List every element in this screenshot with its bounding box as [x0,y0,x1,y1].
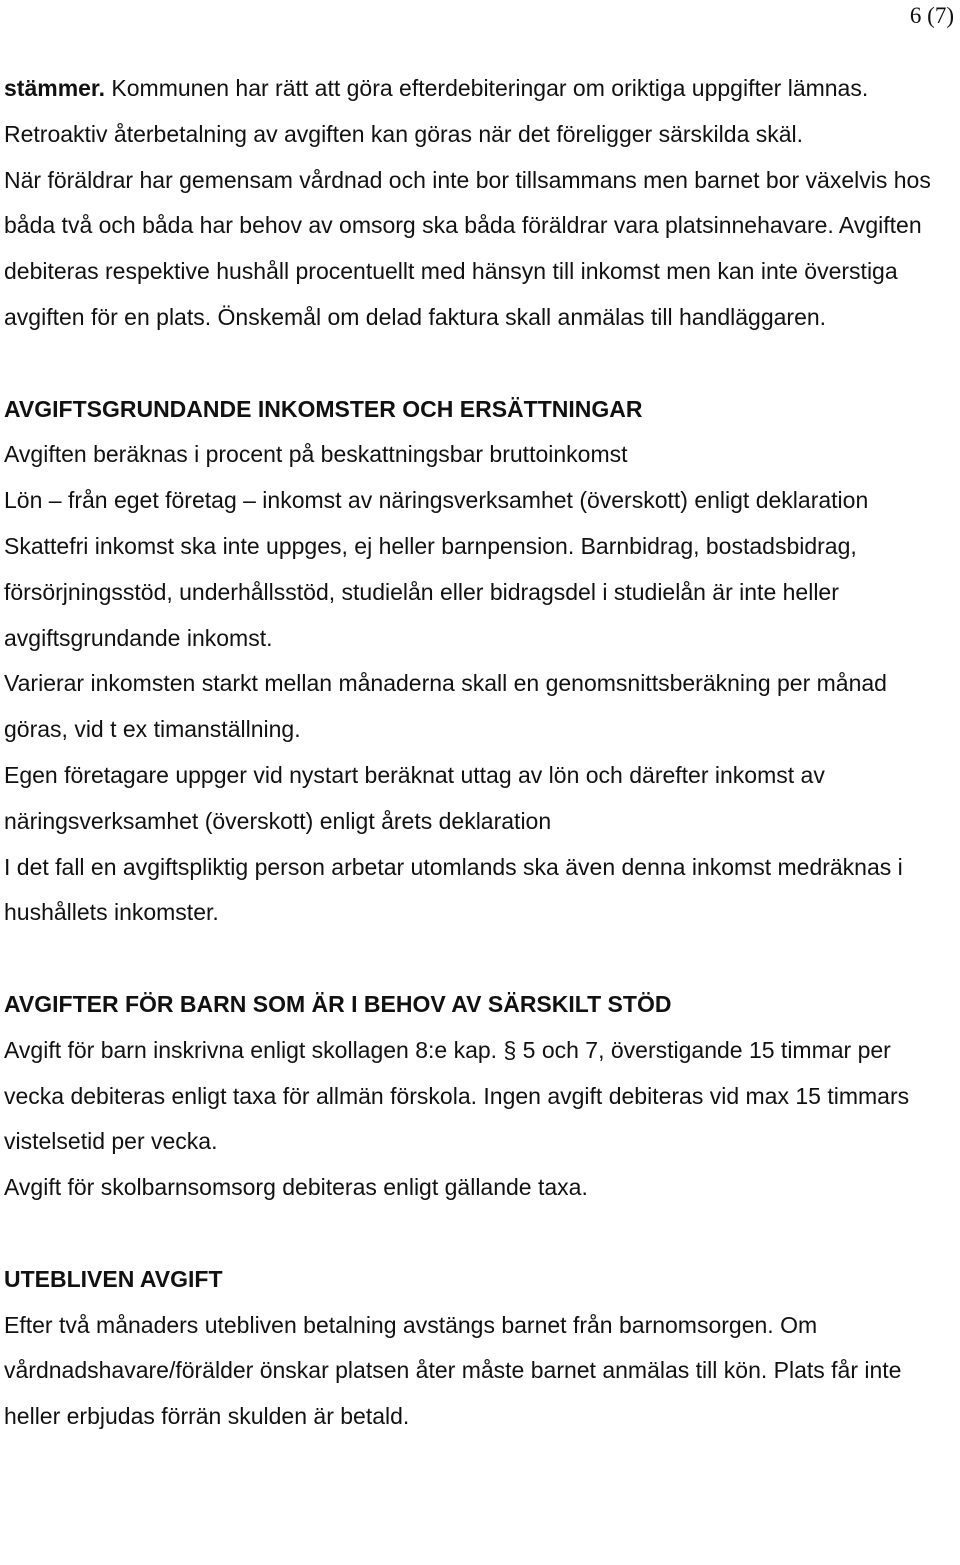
section-spacer [4,936,950,982]
document-body [4,66,950,1440]
income-paragraph: Skattefri inkomst ska inte uppges, ej heller barnpension. Barnbidrag, bostadsbidrag, försörjningsstöd, underhållsstöd, studielån eller bidragsdel i studielån är inte heller avgiftsgrundande inkomst. [4,532,857,651]
special-support-paragraph: Avgift för barn inskrivna enligt skollagen 8:e kap. § 5 och 7, överstigande 15 timmar per vecka debiteras enligt taxa för allmän förskola. Ingen avgift debiteras vid max 15 timmars vistelsetid per vecka. [4,1036,910,1155]
unpaid-fee-heading: UTEBLIVEN AVGIFT [4,1265,223,1292]
intro-text: Kommunen har rätt att göra efterdebiteringar om oriktiga uppgifter lämnas. Retroaktiv återbetalning av avgiften kan göras när det föreligger särskilda skäl. [4,75,869,147]
income-section [4,387,950,937]
income-paragraph: Lön – från eget företag – inkomst av näringsverksamhet (överskott) enligt deklaration [4,487,869,514]
intro-paragraph [4,66,950,158]
income-paragraph: Varierar inkomsten starkt mellan månaderna skall en genomsnittsberäkning per månad göras, vid t ex timanställning. [4,670,887,743]
special-support-heading: AVGIFTER FÖR BARN SOM ÄR I BEHOV AV SÄRSKILT STÖD [4,990,672,1017]
unpaid-fee-paragraph: Efter två månaders utebliven betalning avstängs barnet från barnomsorgen. Om vårdnadshavare/förälder önskar platsen åter måste barnet anmälas till kön. Plats får inte heller erbjudas förrän skulden är betald. [4,1311,902,1430]
special-support-paragraph: Avgift för skolbarnsomsorg debiteras enligt gällande taxa. [4,1174,588,1201]
joint-custody-paragraph: När föräldrar har gemensam vårdnad och inte bor tillsammans men barnet bor växelvis hos båda två och båda har behov av omsorg ska båda föräldrar vara platsinnehavare. Avgiften debiteras respektive hushåll procentuellt med hänsyn till inkomst men kan inte överstiga avgiften för en plats. Önskemål om delad faktura skall anmälas till handläggaren. [4,166,931,330]
income-paragraph: Egen företagare uppger vid nystart beräknat uttag av lön och därefter inkomst av näringsverksamhet (överskott) enligt årets deklaration [4,761,825,834]
section-spacer [4,1211,950,1257]
special-support-section [4,982,950,1211]
income-paragraph: I det fall en avgiftspliktig person arbetar utomlands ska även denna inkomst medräknas i hushållets inkomster. [4,853,903,926]
income-heading: AVGIFTSGRUNDANDE INKOMSTER OCH ERSÄTTNINGAR [4,395,643,422]
page-number: 6 (7) [909,3,954,28]
income-paragraph: Avgiften beräknas i procent på beskattningsbar bruttoinkomst [4,441,628,468]
unpaid-fee-section [4,1257,950,1440]
section-spacer [4,341,950,387]
intro-bold-start: stämmer. [4,75,106,101]
